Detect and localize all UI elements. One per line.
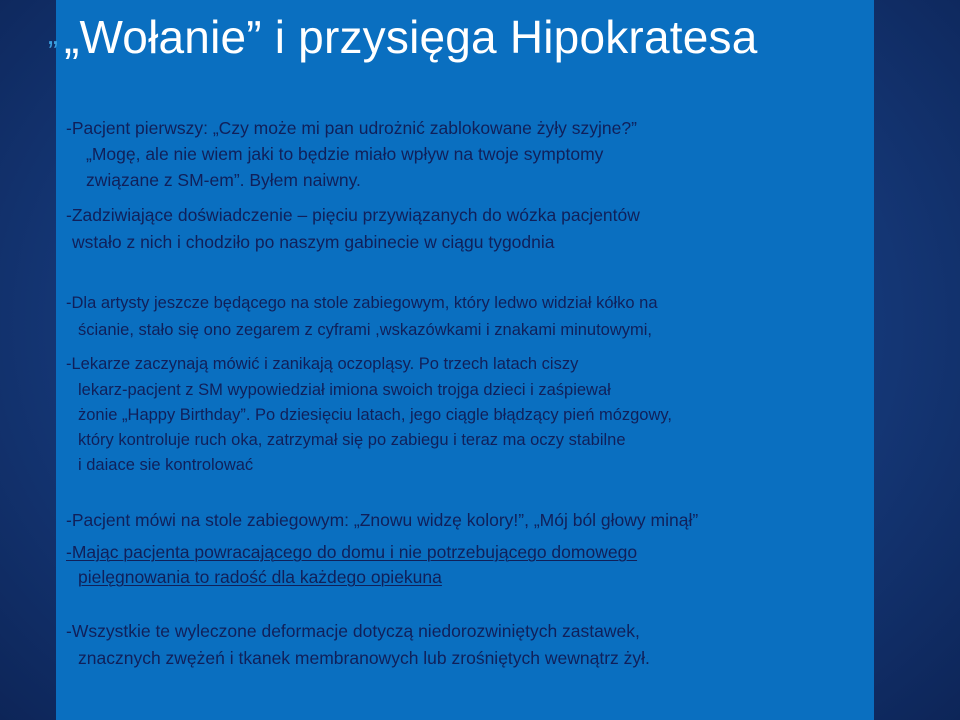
paragraph-7-line-2: znacznych zwężeń i tkanek membranowych lub zrośniętych wewnątrz żył.: [78, 648, 650, 668]
paragraph-5-line-1: -Pacjent mówi na stole zabiegowym: „Znowu widzę kolory!”, „Mój ból głowy minął”: [66, 510, 699, 530]
paragraph-6-line-1: -Mając pacjenta powracającego do domu i nie potrzebującego domowego: [66, 542, 638, 562]
paragraph-7-line-1: -Wszystkie te wyleczone deformacje dotyczą niedorozwiniętych zastawek,: [66, 621, 640, 641]
paragraph-2-line-2: wstało z nich i chodziło po naszym gabinecie w ciągu tygodnia: [72, 232, 555, 252]
paragraph-2-line-1: -Zadziwiające doświadczenie – pięciu przywiązanych do wózka pacjentów: [66, 205, 640, 225]
paragraph-4-line-3: żonie „Happy Birthday”. Po dziesięciu latach, jego ciągle błądzący pień mózgowy,: [78, 406, 673, 424]
paragraph-4-line-4: który kontroluje ruch oka, zatrzymał się po zabiegu i teraz ma oczy stabilne: [78, 431, 626, 449]
paragraph-6-line-2: pielęgnowania to radość dla każdego opiekuna: [78, 567, 442, 587]
paragraph-1-line-3: związane z SM-em”. Byłem naiwny.: [86, 170, 361, 190]
paragraph-4-line-1: -Lekarze zaczynają mówić i zanikają oczopląsy. Po trzech latach ciszy: [66, 355, 579, 373]
paragraph-3-line-1: -Dla artysty jeszcze będącego na stole zabiegowym, który ledwo widział kółko na: [66, 294, 658, 312]
paragraph-4-line-5: i daiace sie kontrolować: [78, 456, 254, 474]
paragraph-4-line-2: lekarz-pacjent z SM wypowiedział imiona swoich trojga dzieci i zaśpiewał: [78, 381, 611, 399]
paragraph-1-line-1: -Pacjent pierwszy: „Czy może mi pan udrożnić zablokowane żyły szyjne?”: [66, 118, 637, 138]
paragraph-1-line-2: „Mogę, ale nie wiem jaki to będzie miało wpływ na twoje symptomy: [86, 144, 604, 164]
paragraph-3-line-2: ścianie, stało się ono zegarem z cyframi ,wskazówkami i znakami minutowymi,: [78, 321, 653, 339]
slide-title: „Wołanie” i przysięga Hipokratesa: [64, 11, 758, 63]
title-decoration-quote: „: [48, 18, 58, 51]
